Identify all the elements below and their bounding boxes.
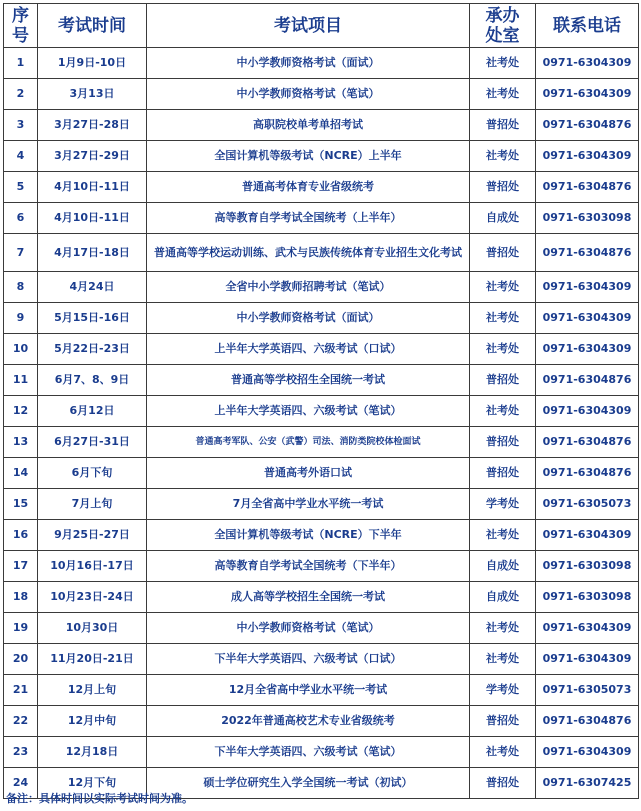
- row-index: 18: [4, 582, 38, 613]
- row-office: 社考处: [470, 334, 536, 365]
- row-office: 自成处: [470, 203, 536, 234]
- header-index-label: 序号: [12, 5, 29, 46]
- row-item: 高等教育自学考试全国统考（下半年）: [147, 551, 470, 582]
- row-time: 12月上旬: [38, 675, 147, 706]
- row-phone: 0971-6304309: [536, 520, 639, 551]
- row-phone: 0971-6304309: [536, 79, 639, 110]
- row-index: 14: [4, 458, 38, 489]
- row-item: 成人高等学校招生全国统一考试: [147, 582, 470, 613]
- table-row: [4, 203, 639, 234]
- table-row: [4, 675, 639, 706]
- row-time: 3月27日-29日: [38, 141, 147, 172]
- row-office: 自成处: [470, 582, 536, 613]
- row-phone: 0971-6304309: [536, 644, 639, 675]
- row-phone: 0971-6304876: [536, 110, 639, 141]
- row-time: 6月下旬: [38, 458, 147, 489]
- row-item: 7月全省高中学业水平统一考试: [147, 489, 470, 520]
- row-office: 社考处: [470, 79, 536, 110]
- table-row: [4, 334, 639, 365]
- table-row: [4, 613, 639, 644]
- row-office: 普招处: [470, 110, 536, 141]
- row-item: 上半年大学英语四、六级考试（口试）: [147, 334, 470, 365]
- row-office: 社考处: [470, 737, 536, 768]
- table-row: [4, 79, 639, 110]
- row-index: 1: [4, 48, 38, 79]
- row-time: 1月9日-10日: [38, 48, 147, 79]
- table-row: [4, 582, 639, 613]
- row-office: 自成处: [470, 551, 536, 582]
- row-item: 普通高等学校运动训练、武术与民族传统体育专业招生文化考试: [147, 234, 470, 272]
- table-row: [4, 303, 639, 334]
- row-index: 16: [4, 520, 38, 551]
- row-item: 全省中小学教师招聘考试（笔试）: [147, 272, 470, 303]
- row-time: 12月18日: [38, 737, 147, 768]
- header-office-label: 承办处室: [485, 5, 520, 46]
- row-item: 高等教育自学考试全国统考（上半年）: [147, 203, 470, 234]
- table-row: [4, 272, 639, 303]
- row-time: 6月7、8、9日: [38, 365, 147, 396]
- row-index: 20: [4, 644, 38, 675]
- row-index: 7: [4, 234, 38, 272]
- row-office: 社考处: [470, 48, 536, 79]
- row-index: 9: [4, 303, 38, 334]
- row-time: 3月13日: [38, 79, 147, 110]
- row-time: 6月27日-31日: [38, 427, 147, 458]
- table-row: [4, 172, 639, 203]
- row-office: 社考处: [470, 613, 536, 644]
- row-index: 13: [4, 427, 38, 458]
- row-time: 10月30日: [38, 613, 147, 644]
- row-index: 5: [4, 172, 38, 203]
- row-office: 学考处: [470, 675, 536, 706]
- row-index: 3: [4, 110, 38, 141]
- row-item: 上半年大学英语四、六级考试（笔试）: [147, 396, 470, 427]
- row-index: 12: [4, 396, 38, 427]
- header-phone: 联系电话: [536, 4, 639, 48]
- row-item: 高职院校单考单招考试: [147, 110, 470, 141]
- row-phone: 0971-6304876: [536, 172, 639, 203]
- exam-schedule-table: [3, 3, 639, 799]
- row-phone: 0971-6304309: [536, 334, 639, 365]
- row-index: 4: [4, 141, 38, 172]
- header-office: [470, 4, 536, 48]
- row-time: 9月25日-27日: [38, 520, 147, 551]
- row-phone: 0971-6304309: [536, 48, 639, 79]
- row-item: 全国计算机等级考试（NCRE）下半年: [147, 520, 470, 551]
- row-item: 中小学教师资格考试（面试）: [147, 48, 470, 79]
- row-phone: 0971-6303098: [536, 203, 639, 234]
- row-office: 普招处: [470, 458, 536, 489]
- row-index: 11: [4, 365, 38, 396]
- row-time: 4月10日-11日: [38, 203, 147, 234]
- row-time: 4月17日-18日: [38, 234, 147, 272]
- header-item: 考试项目: [147, 4, 470, 48]
- table-row: [4, 141, 639, 172]
- row-index: 21: [4, 675, 38, 706]
- row-phone: 0971-6303098: [536, 551, 639, 582]
- row-index: 22: [4, 706, 38, 737]
- row-time: 4月10日-11日: [38, 172, 147, 203]
- row-item: 普通高等学校招生全国统一考试: [147, 365, 470, 396]
- row-item: 2022年普通高校艺术专业省级统考: [147, 706, 470, 737]
- row-index: 19: [4, 613, 38, 644]
- row-item: 中小学教师资格考试（面试）: [147, 303, 470, 334]
- footnote: 备注：具体时间以实际考试时间为准。: [6, 792, 193, 805]
- row-time: 10月23日-24日: [38, 582, 147, 613]
- row-phone: 0971-6304876: [536, 706, 639, 737]
- table-row: [4, 520, 639, 551]
- row-time: 10月16日-17日: [38, 551, 147, 582]
- row-index: 23: [4, 737, 38, 768]
- table-row: [4, 458, 639, 489]
- header-index: [4, 4, 38, 48]
- row-time: 12月中旬: [38, 706, 147, 737]
- row-index: 15: [4, 489, 38, 520]
- table-row: [4, 110, 639, 141]
- table-row: [4, 396, 639, 427]
- table-row: [4, 234, 639, 272]
- row-phone: 0971-6307425: [536, 768, 639, 799]
- row-office: 普招处: [470, 365, 536, 396]
- row-time: 5月22日-23日: [38, 334, 147, 365]
- row-item: 硕士学位研究生入学全国统一考试（初试）: [147, 768, 470, 799]
- table-row: [4, 489, 639, 520]
- row-item: 中小学教师资格考试（笔试）: [147, 79, 470, 110]
- row-phone: 0971-6304309: [536, 141, 639, 172]
- row-phone: 0971-6305073: [536, 675, 639, 706]
- table-header-row: [4, 4, 639, 48]
- row-phone: 0971-6304876: [536, 365, 639, 396]
- row-item: 普通高考军队、公安（武警）司法、消防类院校体检面试: [147, 427, 470, 458]
- row-time: 12月下旬: [38, 768, 147, 799]
- row-time: 5月15日-16日: [38, 303, 147, 334]
- row-index: 6: [4, 203, 38, 234]
- row-office: 普招处: [470, 172, 536, 203]
- row-office: 普招处: [470, 768, 536, 799]
- row-office: 社考处: [470, 520, 536, 551]
- row-item: 中小学教师资格考试（笔试）: [147, 613, 470, 644]
- row-phone: 0971-6304309: [536, 737, 639, 768]
- row-index: 8: [4, 272, 38, 303]
- row-item: 12月全省高中学业水平统一考试: [147, 675, 470, 706]
- row-phone: 0971-6303098: [536, 582, 639, 613]
- row-item: 下半年大学英语四、六级考试（笔试）: [147, 737, 470, 768]
- row-item: 普通高考外语口试: [147, 458, 470, 489]
- row-item: 下半年大学英语四、六级考试（口试）: [147, 644, 470, 675]
- row-office: 社考处: [470, 303, 536, 334]
- table-body: [4, 48, 639, 799]
- row-index: 10: [4, 334, 38, 365]
- row-office: 普招处: [470, 706, 536, 737]
- row-phone: 0971-6304876: [536, 234, 639, 272]
- table-row: [4, 427, 639, 458]
- row-office: 社考处: [470, 644, 536, 675]
- row-time: 6月12日: [38, 396, 147, 427]
- row-time: 7月上旬: [38, 489, 147, 520]
- row-index: 2: [4, 79, 38, 110]
- table-row: [4, 48, 639, 79]
- row-office: 学考处: [470, 489, 536, 520]
- row-time: 4月24日: [38, 272, 147, 303]
- table-row: [4, 365, 639, 396]
- row-office: 社考处: [470, 141, 536, 172]
- row-phone: 0971-6304309: [536, 272, 639, 303]
- row-index: 24: [4, 768, 38, 799]
- row-office: 社考处: [470, 272, 536, 303]
- row-item: 全国计算机等级考试（NCRE）上半年: [147, 141, 470, 172]
- row-time: 3月27日-28日: [38, 110, 147, 141]
- row-office: 普招处: [470, 234, 536, 272]
- row-phone: 0971-6304309: [536, 613, 639, 644]
- table-row: [4, 706, 639, 737]
- row-office: 普招处: [470, 427, 536, 458]
- row-phone: 0971-6304876: [536, 427, 639, 458]
- row-phone: 0971-6305073: [536, 489, 639, 520]
- row-phone: 0971-6304876: [536, 458, 639, 489]
- table-row: [4, 737, 639, 768]
- header-time: 考试时间: [38, 4, 147, 48]
- table-row: [4, 644, 639, 675]
- row-phone: 0971-6304309: [536, 303, 639, 334]
- row-item: 普通高考体育专业省级统考: [147, 172, 470, 203]
- table-row: [4, 551, 639, 582]
- row-index: 17: [4, 551, 38, 582]
- row-office: 社考处: [470, 396, 536, 427]
- row-time: 11月20日-21日: [38, 644, 147, 675]
- row-phone: 0971-6304309: [536, 396, 639, 427]
